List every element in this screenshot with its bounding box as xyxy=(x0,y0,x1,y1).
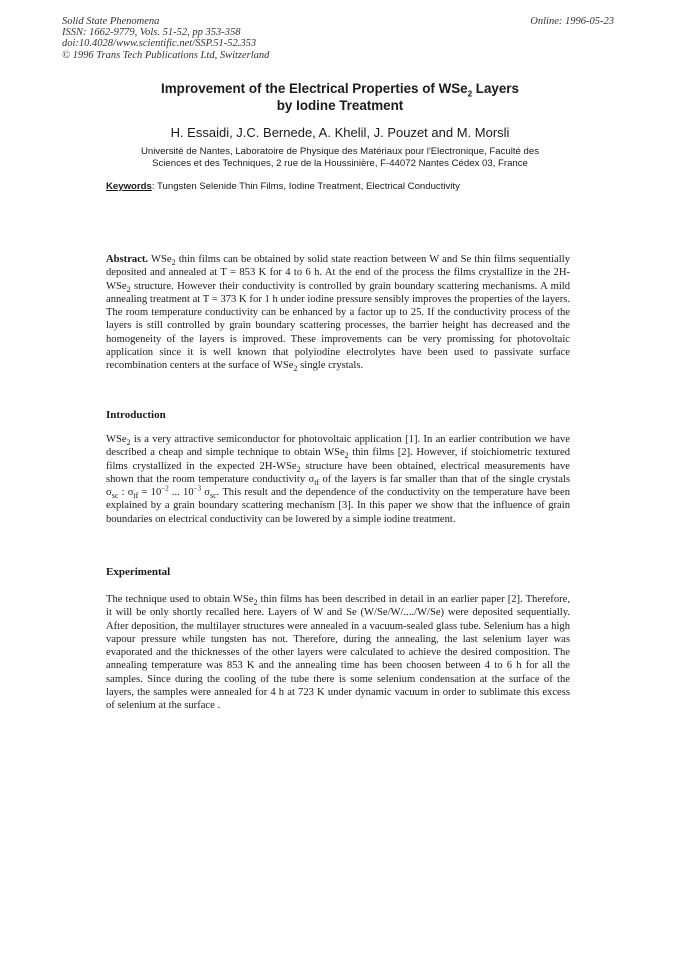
doi-link[interactable]: doi:10.4028/www.scientific.net/SSP.51-52.353 xyxy=(62,38,257,50)
paper-title: Improvement of the Electrical Properties of WSe$_2$ Layers by Iodine Treatment xyxy=(161,81,519,113)
issn-line: ISSN: 1662-9779, Vols. 51-52, pp 353-358 xyxy=(62,27,241,39)
author-list: H. Essaidi, J.C. Bernede, A. Khelil, J. Pouzet and M. Morsli xyxy=(170,125,510,140)
abstract-paragraph: Abstract. WSe$_2$ thin films can be obtained by solid state reaction between W and Se thin films sequentially deposited and annealed at T = 853 K for 4 to 6 h. At the end of the process the films crystallize in the 2H-WSe$_2$ structure. However their conductivity is controlled by grain boundary scattering mechanisms. A mild annealing treatment at T = 373 K for 1 h under iodine pressure sensibly improves the properties of the layers. The room temperature conductivity can be enhanced by a factor up to 25. If the conductivity process of the layers is still controlled by grain boundary scattering processes, the barrier height has decreased and the homogeneity of the layers is improved. These improvements can be very promissing for photovoltaic application since it is well known that polyiodine electrolytes have been used to passivate surface recombination centers at the surface of WSe$_2$ single crystals. xyxy=(106,254,570,374)
keywords xyxy=(106,181,460,192)
copyright-line: © 1996 Trans Tech Publications Ltd, Switzerland xyxy=(62,49,270,61)
experimental-heading: Experimental xyxy=(106,566,171,578)
keywords-text: : Tungsten Selenide Thin Films, Iodine Treatment, Electrical Conductivity xyxy=(151,181,460,192)
introduction-paragraph: WSe$_2$ is a very attractive semiconductor for photovoltaic application [1]. In an earlier contribution we have described a cheap and simple technique to obtain WSe$_2$ thin films [2]. However, if stoichiometric textured films crystallized in the expected 2H-WSe$_2$ structure have been obtained, electrical measurements have shown that the room temperature conductivity $\sigma_{tf}$ of the layers is far smaller than that of the single crystals $\sigma_{sc}$ : $\sigma_{tf} = 10^{-2}$ ... $10^{-3}$ $\sigma_{sc}$. This result and the dependence of the conductivity on the temperature have been explained by a grain boundary scattering mechanism [3]. In this paper we show that the influence of grain boundaries on electrical conductivity can be lowered by a simple iodine treatment. xyxy=(106,434,570,525)
journal-name: Solid State Phenomena xyxy=(62,16,160,27)
keywords-label: Keywords xyxy=(106,181,152,192)
online-date: Online: 1996-05-23 xyxy=(530,16,614,27)
abstract-label: Abstract. xyxy=(106,254,149,265)
introduction-heading: Introduction xyxy=(106,409,166,421)
affiliation: Université de Nantes, Laboratoire de Physique des Matériaux pour l'Electronique, Faculté des Sciences et des Techniques, 2 rue de la Houssinière, F-44072 Nantes Cédex 03, France xyxy=(140,146,540,169)
journal-header xyxy=(62,16,269,61)
experimental-paragraph: The technique used to obtain WSe$_2$ thin films has been described in detail in an earlier paper [2]. Therefore, it will be only shortly recalled here. Layers of W and Se (W/Se/W/..../W/Se) were deposited sequentially. After deposition, the multilayer structures were annealed in a vacuum-sealed glass tube. Selenium has a high vapour pressure while tungsten has not. Therefore, during the annealing, the last selenium layer was evaporated and the thicknesses of the other layers were calculated to achieve the desired composition. The annealing temperature was 853 K and the annealing time has been choosen between 4 to 6 h for all the samples. Since during the cooling of the tube there is some selenium condensation at the surface of the layers, the samples were annealed for 4 h at 723 K under dynamic vacuum in order to sublimate this excess of selenium at the surface . xyxy=(106,594,570,712)
